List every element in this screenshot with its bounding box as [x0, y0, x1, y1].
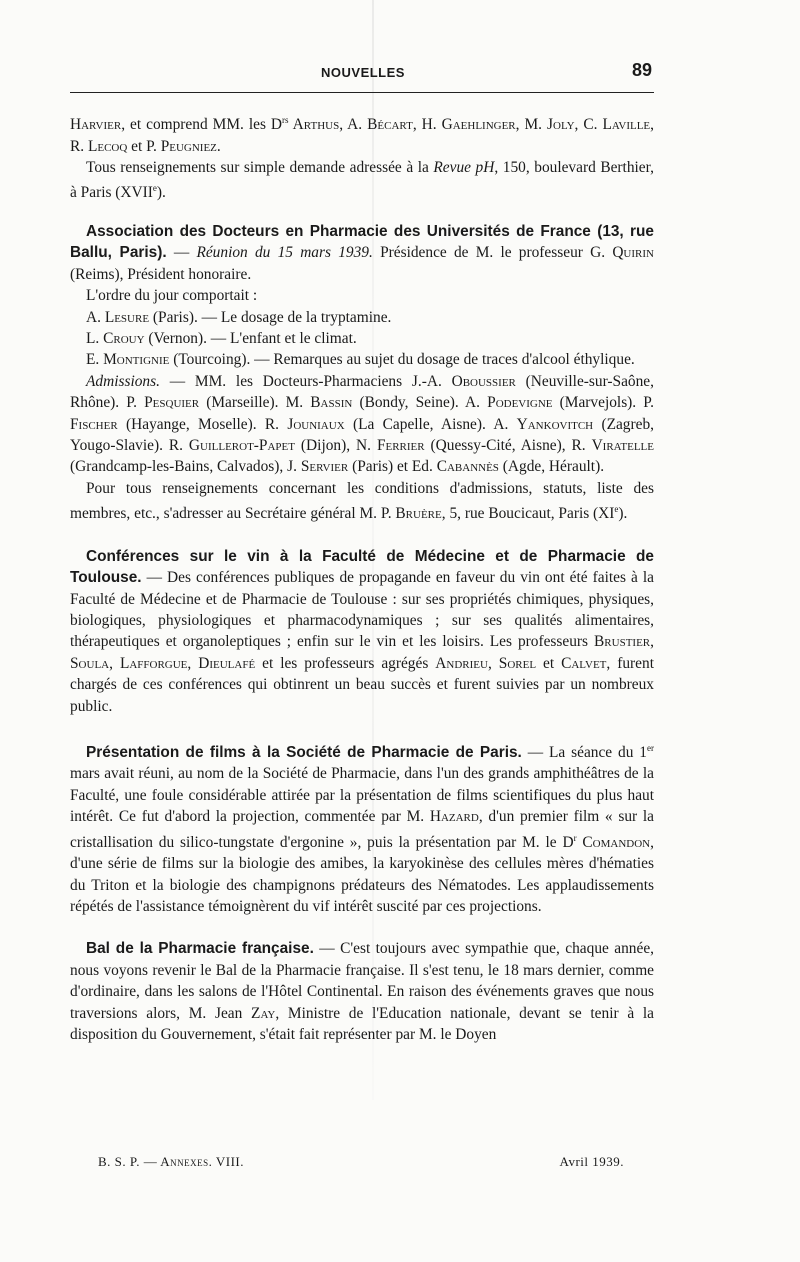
admissions-paragraph	[70, 371, 654, 478]
name: Quirin	[612, 244, 654, 262]
name: Montignie	[103, 351, 170, 369]
name: Andrieu	[435, 654, 488, 672]
text: , Ministre de l'Education nationale, devant se tenir à la disposition du Gouvernement, s'était fait représenter par M. le Doyen	[70, 1004, 654, 1044]
conferences-heading: Conférences sur le vin à la Faculté de Médecine et de Pharmacie de Toulouse.	[70, 547, 654, 587]
text: (Zagreb, Yougo-Slavie). R.	[70, 415, 654, 454]
text: , furent chargés de ces conférences qui obtinrent un beau succès et furent suivies par un nombreux public.	[70, 654, 654, 715]
agenda-item	[70, 349, 654, 370]
text: (Grandcamp-les-Bains, Calvados), J.	[70, 458, 301, 476]
name: Cabannès	[436, 458, 499, 476]
page-number: 89	[631, 60, 652, 80]
text: (Vernon). — L'enfant et le climat.	[144, 329, 357, 347]
bal-heading: Bal de la Pharmacie française.	[86, 940, 314, 958]
footer-left: B. S. P. — Annexes. VIII.	[98, 1154, 245, 1169]
admissions-label: Admissions.	[86, 372, 160, 390]
name: Lafforgue	[119, 654, 188, 672]
text: et P.	[127, 137, 161, 155]
text: — La séance du 1	[521, 744, 647, 762]
text: , H.	[412, 116, 442, 134]
meeting-date: Réunion du 15 mars 1939.	[196, 244, 373, 262]
journal-title: Revue pH	[433, 158, 495, 176]
text: , C.	[574, 116, 603, 134]
intro-contact-paragraph	[70, 157, 654, 204]
text: ,	[109, 654, 120, 672]
name: Calvet	[561, 654, 607, 672]
running-header	[70, 62, 656, 86]
text: (Dijon), N.	[295, 436, 377, 454]
name: Laville	[602, 116, 651, 134]
footer-right: Avril 1939.	[559, 1154, 624, 1169]
text: ).	[618, 505, 628, 523]
name: Joly	[547, 116, 575, 134]
page-body	[70, 110, 654, 1045]
superscript: rs	[282, 115, 289, 125]
name: Bruère	[395, 505, 442, 523]
name: Crouy	[103, 329, 145, 347]
association-paragraph	[70, 221, 654, 285]
text: , d'une série de films sur la biologie des amibes, la karyokinèse des cellules mères d'hématies du Triton et la biologie des champignons prédateurs des Nématodes. Les applaudissements répétés de l'assistance témoignèrent du vif intérêt suscité par ces projections.	[70, 833, 654, 916]
text: (Paris). — Le dosage de la tryptamine.	[149, 308, 392, 326]
bal-paragraph	[70, 938, 654, 1045]
films-heading: Présentation de films à la Société de Pharmacie de Paris.	[86, 744, 522, 762]
intro-paragraph	[70, 110, 654, 157]
text: L.	[86, 329, 104, 347]
name: Yankovitch	[516, 415, 594, 433]
name: Ferrier	[376, 436, 425, 454]
association-heading: Association des Docteurs en Pharmacie des Universités de France (13, rue Ballu, Paris).	[70, 222, 654, 262]
text: , R.	[70, 116, 655, 155]
name: Sorel	[498, 654, 537, 672]
text: , M.	[515, 116, 548, 134]
text: , A.	[339, 116, 368, 134]
name: Jouniaux	[287, 415, 345, 433]
superscript: e	[614, 504, 619, 515]
text: (Tourcoing). — Remarques au sujet du dosage de traces d'alcool éthylique.	[169, 351, 635, 369]
text: (Hayange, Moselle). R.	[117, 415, 288, 433]
text: , 5, rue Boucicaut, Paris (XI	[441, 505, 615, 523]
name: Brustier	[594, 633, 651, 651]
name: Comandon	[582, 833, 651, 851]
agenda-item	[70, 307, 654, 328]
text: (Marvejols). P.	[552, 394, 654, 412]
text: (Reims), Président honoraire.	[70, 265, 252, 283]
films-paragraph	[70, 738, 654, 918]
name: Guillerot-Papet	[188, 436, 295, 454]
name: Soula	[70, 654, 110, 672]
text: ,	[650, 633, 654, 651]
text: Tous renseignements sur simple demande adressée à la	[86, 158, 434, 176]
text: (Quessy-Cité, Aisne), R.	[424, 436, 592, 454]
name: Zay	[251, 1004, 276, 1022]
text: — MM. les Docteurs-Pharmaciens J.-A.	[159, 372, 452, 390]
text: Présidence de M. le professeur G.	[372, 244, 613, 262]
text: , d'un premier film « sur la cristallisation du silico-tungstate d'ergonine », puis la présentation par M. le D	[70, 808, 654, 851]
text: , et comprend MM. les D	[121, 116, 283, 134]
text: A.	[86, 308, 105, 326]
text: (Paris) et Ed.	[348, 458, 437, 476]
text: mars avait réuni, au nom de la Société de Pharmacie, dans l'un des grands amphithéâtres de la Faculté, une foule considérable attirée par la présentation de films scientifiques du plus haut intérêt. Ce fut d'abord la projection, commentée par M.	[70, 765, 654, 826]
association-contact-paragraph	[70, 478, 654, 525]
name: Arthus	[288, 116, 340, 134]
header-title: NOUVELLES	[321, 65, 405, 80]
text: (La Capelle, Aisne). A.	[344, 415, 517, 433]
superscript: er	[647, 742, 654, 753]
superscript: r	[573, 832, 577, 843]
name: Viratelle	[591, 436, 654, 454]
text: — Des conférences publiques de propagande en faveur du vin ont été faites à la Faculté de Médecine et de Pharmacie de Toulouse : sur ses propriétés chimiques, physiques, biologiques, physiologiques et pharmacodynamiques ; sur ses qualités alimentaires, thérapeutiques et organoleptiques ; enfin sur le vin et les loisirs. Les professeurs	[70, 569, 654, 651]
agenda-item	[70, 328, 654, 349]
name: Servier	[300, 458, 349, 476]
text: (Marseille). M.	[199, 394, 311, 412]
agenda-intro: L'ordre du jour comportait :	[86, 287, 258, 305]
name: Fischer	[70, 415, 118, 433]
name: Bassin	[310, 394, 353, 412]
name: Bécart	[367, 116, 413, 134]
text: et	[536, 654, 562, 672]
text: (Neuville-sur-Saône, Rhône). P.	[70, 372, 654, 412]
name: Peugniez	[160, 137, 217, 155]
text: —	[166, 244, 197, 262]
name: Podevigne	[487, 394, 553, 412]
name: Dieulafé	[198, 654, 256, 672]
name: Lesure	[104, 308, 150, 326]
header-rule	[70, 92, 654, 93]
conferences-paragraph	[70, 546, 654, 717]
text: (Agde, Hérault).	[498, 458, 605, 476]
text: , 150, boulevard Berthier, à Paris (XVII	[70, 158, 654, 202]
name: Oboussier	[451, 372, 516, 390]
text: — C'est toujours avec sympathie que, chaque année, nous voyons revenir le Bal de la Pharmacie française. Il s'est tenu, le 18 mars dernier, comme d'ordinaire, dans les salons de l'Hôtel Continental. En raison des événements graves que nous traversions alors, M. Jean	[70, 940, 654, 1022]
text: ).	[156, 184, 166, 202]
name: Hazard	[429, 808, 479, 826]
text: E.	[86, 351, 104, 369]
text: et les professeurs agrégés	[255, 654, 436, 672]
name: Harvier	[70, 116, 122, 134]
name: Gaehlinger	[441, 116, 516, 134]
text: .	[216, 137, 221, 155]
text: Pour tous renseignements concernant les conditions d'admissions, statuts, liste des membres, etc., s'adresser au Secrétaire général M. P.	[70, 479, 654, 523]
text: ,	[187, 654, 199, 672]
text: (Bondy, Seine). A.	[352, 394, 488, 412]
text: ,	[487, 654, 499, 672]
name: Pesquier	[144, 394, 200, 412]
name: Lecoq	[87, 137, 128, 155]
superscript: e	[152, 183, 157, 194]
